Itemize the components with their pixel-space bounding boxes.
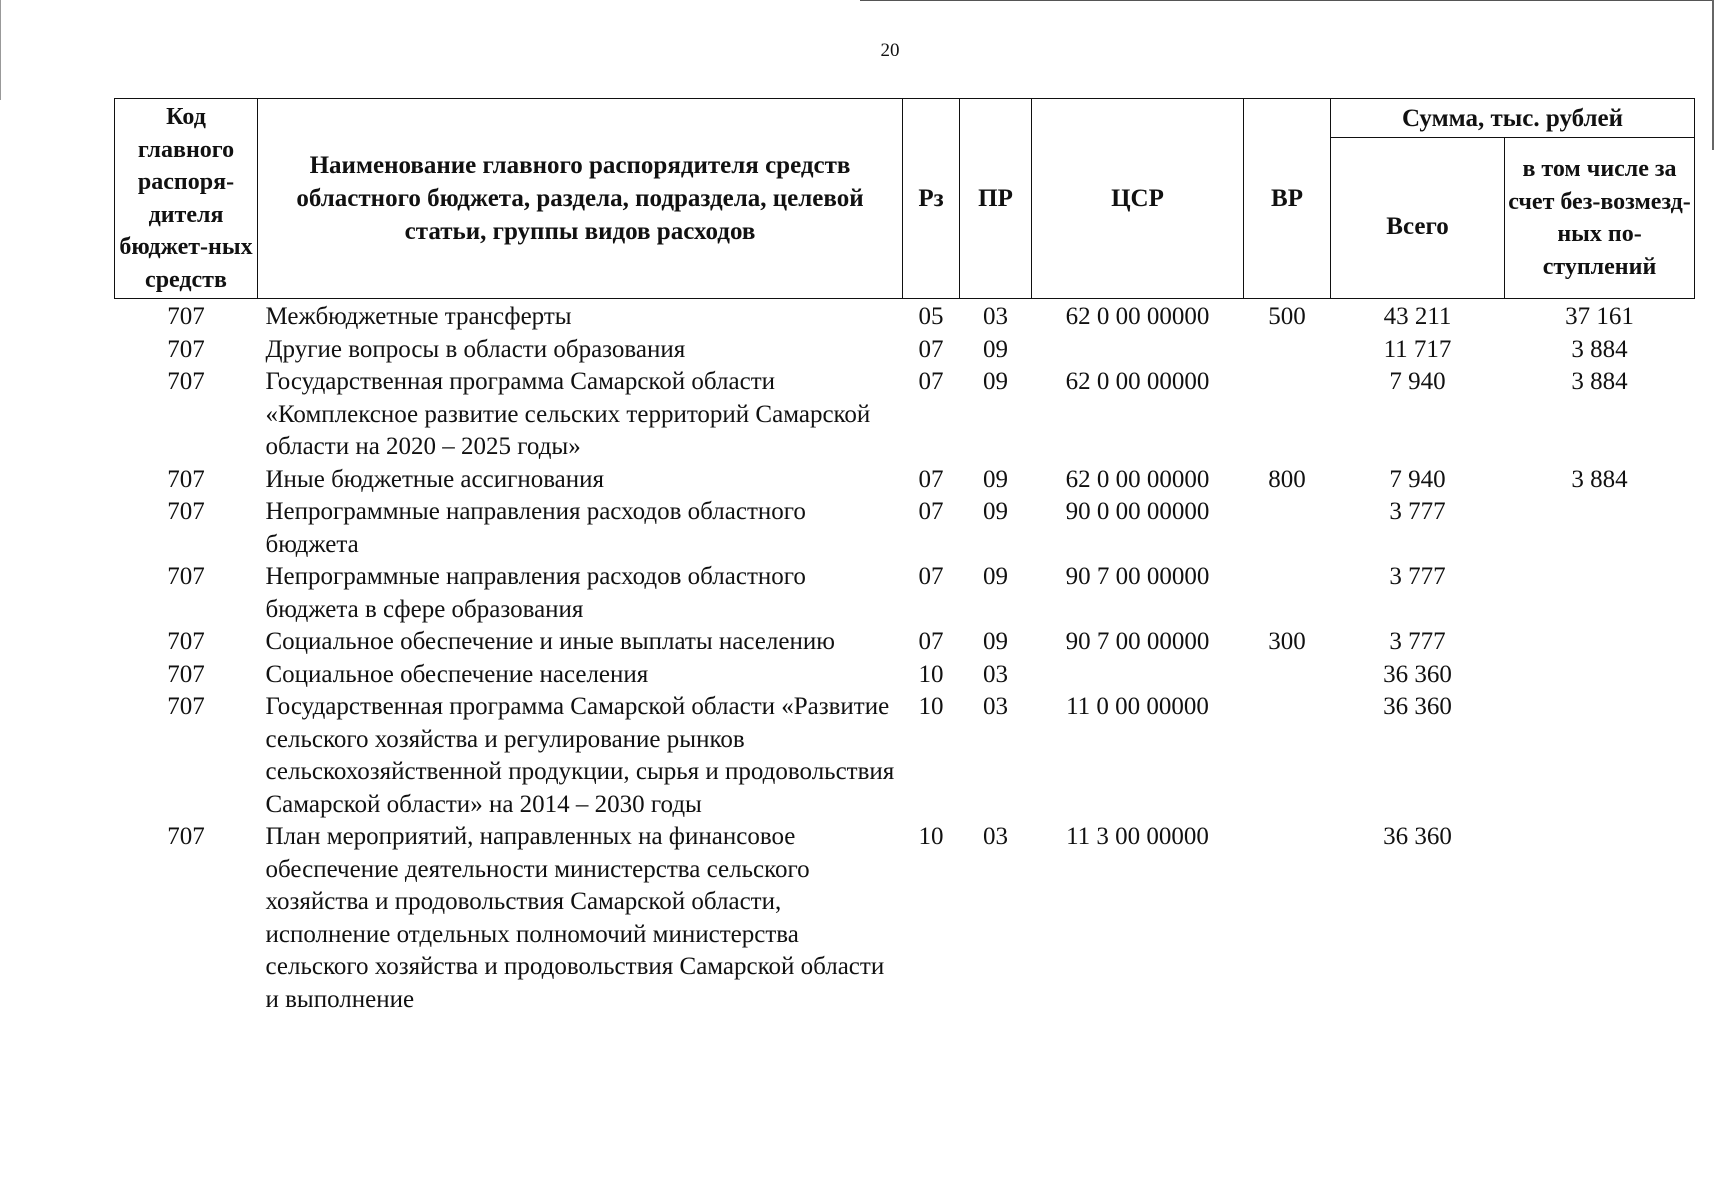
cell-pr: 09 <box>983 335 1008 363</box>
cell-free <box>1505 691 1695 821</box>
cell-pr: 03 <box>983 660 1008 688</box>
header-name: Наименование главного распорядителя средств областного бюджета, раздела, подраздела, целевой статьи, группы видов расходов <box>258 99 903 299</box>
cell-rz: 07 <box>918 628 944 655</box>
cell-total: 3 777 <box>1389 498 1446 525</box>
table-row <box>115 626 1695 659</box>
cell-kod: 707 <box>167 628 205 655</box>
cell-vr: 300 <box>1268 628 1306 655</box>
header-pr: ПР <box>960 99 1032 299</box>
cell-rz: 10 <box>918 693 944 720</box>
cell-name: Государственная программа Самарской области «Комплексное развитие сельских территорий Самарской области на 2020 – 2025 годы» <box>265 368 871 460</box>
header-csr: ЦСР <box>1032 99 1244 299</box>
cell-name: Межбюджетные трансферты <box>265 303 572 330</box>
cell-vr <box>1244 821 1331 1016</box>
table-row <box>115 691 1695 821</box>
cell-kod: 707 <box>167 563 205 590</box>
cell-free: 37 161 <box>1565 303 1634 330</box>
table-row <box>115 366 1695 464</box>
scan-edge-top <box>860 0 1714 1</box>
cell-csr: 90 7 00 00000 <box>1065 563 1210 590</box>
cell-vr: 800 <box>1268 465 1306 493</box>
table-row <box>115 821 1695 1016</box>
cell-vr <box>1244 334 1331 367</box>
cell-rz: 05 <box>918 303 944 330</box>
header-vr: ВР <box>1244 99 1331 299</box>
cell-rz: 10 <box>918 660 944 688</box>
header-sum: Сумма, тыс. рублей <box>1331 99 1695 138</box>
cell-pr: 09 <box>983 498 1008 525</box>
cell-vr <box>1244 691 1331 821</box>
table-row <box>115 299 1695 334</box>
cell-total: 7 940 <box>1389 465 1446 493</box>
header-rz: Рз <box>903 99 960 299</box>
table-row <box>115 496 1695 561</box>
cell-total: 43 211 <box>1383 303 1452 330</box>
cell-free <box>1505 561 1695 626</box>
cell-rz: 10 <box>918 823 944 850</box>
cell-name: Непрограммные направления расходов областного бюджета <box>265 498 806 558</box>
budget-table <box>114 98 1695 1016</box>
cell-kod: 707 <box>167 465 205 493</box>
cell-vr <box>1244 659 1331 692</box>
cell-total: 11 717 <box>1383 335 1452 363</box>
cell-vr: 500 <box>1268 303 1306 330</box>
cell-csr: 62 0 00 00000 <box>1065 465 1210 493</box>
cell-kod: 707 <box>167 303 205 330</box>
cell-free <box>1505 821 1695 1016</box>
cell-pr: 09 <box>983 368 1008 395</box>
cell-csr: 11 3 00 00000 <box>1066 823 1209 850</box>
table-row <box>115 464 1695 497</box>
cell-csr: 62 0 00 00000 <box>1065 303 1210 330</box>
cell-name: План мероприятий, направленных на финансовое обеспечение деятельности министерства сельского хозяйства и продовольствия Самарской области, исполнение отдельных полномочий министерства сельского хозяйства и продовольствия Самарской области и выполнение <box>265 823 885 1013</box>
cell-rz: 07 <box>918 563 944 590</box>
cell-kod: 707 <box>167 335 205 363</box>
table-row <box>115 334 1695 367</box>
cell-rz: 07 <box>918 335 944 363</box>
cell-vr <box>1244 366 1331 464</box>
header-total: Всего <box>1331 138 1505 299</box>
cell-csr: 90 0 00 00000 <box>1065 498 1210 525</box>
cell-total: 3 777 <box>1389 563 1446 590</box>
cell-name: Непрограммные направления расходов областного бюджета в сфере образования <box>265 563 806 623</box>
cell-vr <box>1244 496 1331 561</box>
cell-free <box>1505 659 1695 692</box>
cell-pr: 09 <box>983 628 1008 655</box>
cell-pr: 09 <box>983 563 1008 590</box>
cell-name: Социальное обеспечение населения <box>265 660 649 688</box>
cell-name: Социальное обеспечение и иные выплаты населению <box>265 628 835 655</box>
cell-csr: 11 0 00 00000 <box>1066 693 1209 720</box>
cell-kod: 707 <box>167 498 205 525</box>
cell-name: Другие вопросы в области образования <box>265 335 686 363</box>
cell-free <box>1505 496 1695 561</box>
cell-pr: 03 <box>983 303 1008 330</box>
cell-kod: 707 <box>167 368 205 395</box>
cell-csr <box>1032 659 1244 692</box>
cell-csr: 90 7 00 00000 <box>1065 628 1210 655</box>
table-row <box>115 561 1695 626</box>
cell-csr <box>1032 334 1244 367</box>
cell-rz: 07 <box>918 498 944 525</box>
cell-pr: 03 <box>983 823 1008 850</box>
cell-total: 36 360 <box>1383 823 1452 850</box>
cell-total: 7 940 <box>1389 368 1446 395</box>
cell-vr <box>1244 561 1331 626</box>
cell-kod: 707 <box>167 693 205 720</box>
cell-total: 36 360 <box>1383 693 1452 720</box>
cell-pr: 09 <box>983 465 1008 493</box>
cell-rz: 07 <box>918 465 944 493</box>
cell-kod: 707 <box>167 823 205 850</box>
cell-kod: 707 <box>167 660 205 688</box>
cell-total: 3 777 <box>1389 628 1446 655</box>
header-kod: Код главного распоря-дителя бюджет-ных средств <box>115 99 258 299</box>
cell-total: 36 360 <box>1383 660 1452 688</box>
cell-free: 3 884 <box>1571 465 1628 493</box>
header-free: в том числе за счет без-возмезд-ных по-ступлений <box>1505 138 1695 299</box>
cell-free: 3 884 <box>1571 335 1628 363</box>
table-header <box>115 99 1695 299</box>
cell-free: 3 884 <box>1571 368 1628 395</box>
page-number: 20 <box>880 40 900 61</box>
table-row <box>115 659 1695 692</box>
cell-pr: 03 <box>983 693 1008 720</box>
cell-free <box>1505 626 1695 659</box>
cell-name: Иные бюджетные ассигнования <box>265 465 605 493</box>
table-body <box>115 299 1695 1017</box>
cell-name: Государственная программа Самарской области «Развитие сельского хозяйства и регулирование рынков сельскохозяйственной продукции, сырья и продовольствия Самарской области» на 2014 – 2030 годы <box>265 693 895 818</box>
cell-rz: 07 <box>918 368 944 395</box>
cell-csr: 62 0 00 00000 <box>1065 368 1210 395</box>
